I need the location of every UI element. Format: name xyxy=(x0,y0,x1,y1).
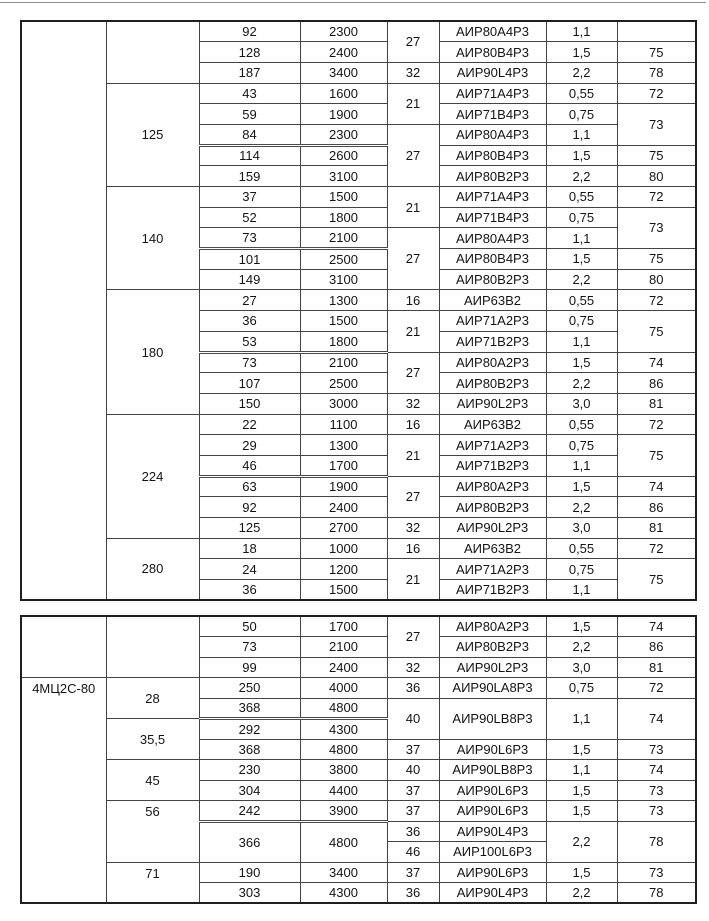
table-cell: АИР71В4Р3 xyxy=(439,104,546,125)
table-cell: 1500 xyxy=(300,187,387,208)
table-cell: АИР71А4Р3 xyxy=(439,187,546,208)
table-cell: АИР90L2Р3 xyxy=(439,393,546,414)
table-cell: 59 xyxy=(199,104,300,125)
table-cell: 72 xyxy=(617,290,696,311)
table-cell: 0,75 xyxy=(546,678,617,699)
table-cell: 190 xyxy=(199,862,300,883)
table-cell: 53 xyxy=(199,331,300,352)
table-cell: 1,1 xyxy=(546,455,617,476)
table-cell: 280 xyxy=(106,538,199,600)
table-cell: 1300 xyxy=(300,435,387,456)
table-cell: 1500 xyxy=(300,580,387,601)
table-cell: АИР90L6Р3 xyxy=(439,739,546,760)
table-row xyxy=(21,290,696,311)
table-cell: 27 xyxy=(199,290,300,311)
table-cell: 1,5 xyxy=(546,616,617,637)
table-cell: 0,75 xyxy=(546,104,617,125)
table-cell: 0,55 xyxy=(546,83,617,104)
table-cell: 1600 xyxy=(300,83,387,104)
table-cell: 46 xyxy=(199,455,300,476)
table-cell: 80 xyxy=(617,166,696,187)
empty-cell xyxy=(106,616,199,678)
table-cell: 2,2 xyxy=(546,497,617,518)
table-cell: 32 xyxy=(387,657,439,678)
table-cell: 3100 xyxy=(300,269,387,290)
table-cell: 1,1 xyxy=(546,698,617,739)
table-cell: АИР71А2Р3 xyxy=(439,435,546,456)
table-cell: 86 xyxy=(617,373,696,394)
table-cell: АИР90LB8Р3 xyxy=(439,760,546,781)
table-row xyxy=(21,187,696,208)
table-cell: 180 xyxy=(106,290,199,414)
table-cell: 74 xyxy=(617,352,696,373)
table-cell: 81 xyxy=(617,657,696,678)
table-cell: АИР90LB8Р3 xyxy=(439,698,546,739)
table-cell: АИР71А2Р3 xyxy=(439,311,546,332)
table-cell: 24 xyxy=(199,559,300,580)
table-cell: 4300 xyxy=(300,883,387,904)
table-cell: 72 xyxy=(617,538,696,559)
table-cell: 107 xyxy=(199,373,300,394)
table-cell: 21 xyxy=(387,311,439,352)
table-cell: 3400 xyxy=(300,862,387,883)
table-cell: 4800 xyxy=(300,821,387,862)
table-cell: 73 xyxy=(617,104,696,145)
table-row xyxy=(21,21,696,42)
table-cell: 27 xyxy=(387,616,439,657)
table-cell: 125 xyxy=(199,518,300,539)
table-cell: 45 xyxy=(106,760,199,801)
table-cell: 114 xyxy=(199,145,300,166)
table-cell: 1,1 xyxy=(546,580,617,601)
table-cell: 368 xyxy=(199,698,300,719)
table-cell: 1,5 xyxy=(546,739,617,760)
table-cell: 0,75 xyxy=(546,207,617,228)
table-cell: 1,1 xyxy=(546,21,617,42)
table-cell: 304 xyxy=(199,780,300,801)
table-cell: 36 xyxy=(387,883,439,904)
table-cell: 36 xyxy=(387,821,439,842)
table-cell: 4400 xyxy=(300,780,387,801)
table-cell: 3000 xyxy=(300,393,387,414)
table-cell: 1800 xyxy=(300,331,387,352)
table-cell: АИР71В2Р3 xyxy=(439,455,546,476)
table-cell: 187 xyxy=(199,62,300,83)
table-cell: 1100 xyxy=(300,414,387,435)
table-cell: 1,5 xyxy=(546,249,617,270)
table-cell: 73 xyxy=(617,862,696,883)
table-cell: 292 xyxy=(199,719,300,740)
table-cell: 2300 xyxy=(300,21,387,42)
table-cell: 125 xyxy=(106,83,199,186)
table-cell: АИР80В4Р3 xyxy=(439,145,546,166)
table-cell: 101 xyxy=(199,249,300,270)
table-cell: АИР63В2 xyxy=(439,290,546,311)
table-cell: 32 xyxy=(387,518,439,539)
table-cell: 2100 xyxy=(300,637,387,658)
table-cell: 1,1 xyxy=(546,760,617,781)
table-cell: 2,2 xyxy=(546,62,617,83)
table-cell: АИР90L6Р3 xyxy=(439,862,546,883)
table-cell: 150 xyxy=(199,393,300,414)
table-cell: АИР90L2Р3 xyxy=(439,657,546,678)
table-cell: 86 xyxy=(617,637,696,658)
table-cell: АИР80В2Р3 xyxy=(439,166,546,187)
table-cell: 21 xyxy=(387,83,439,124)
table-cell: 37 xyxy=(199,187,300,208)
table-cell: 2100 xyxy=(300,352,387,373)
table-cell: 2400 xyxy=(300,497,387,518)
table-cell: 29 xyxy=(199,435,300,456)
table-cell: 92 xyxy=(199,497,300,518)
table-cell: 1,5 xyxy=(546,42,617,63)
table-cell: 3100 xyxy=(300,166,387,187)
table-cell: 50 xyxy=(199,616,300,637)
table-cell: 2500 xyxy=(300,249,387,270)
table-cell: 75 xyxy=(617,145,696,166)
table-cell: 149 xyxy=(199,269,300,290)
table-cell: 16 xyxy=(387,414,439,435)
table-cell: АИР71А2Р3 xyxy=(439,559,546,580)
table-cell: 63 xyxy=(199,476,300,497)
table-cell: АИР71В2Р3 xyxy=(439,331,546,352)
table-cell: 56 xyxy=(106,801,199,863)
table-cell: 1,5 xyxy=(546,476,617,497)
table-cell: АИР80А4Р3 xyxy=(439,124,546,145)
table-cell: 4800 xyxy=(300,698,387,719)
table-cell: 0,55 xyxy=(546,414,617,435)
table-cell: 2,2 xyxy=(546,166,617,187)
table-cell: 16 xyxy=(387,538,439,559)
table-cell: 3800 xyxy=(300,760,387,781)
table-cell: АИР80А2Р3 xyxy=(439,476,546,497)
empty-cell xyxy=(21,616,106,678)
table-cell: АИР80А2Р3 xyxy=(439,616,546,637)
table-cell: АИР90LA8Р3 xyxy=(439,678,546,699)
table-cell: 1,5 xyxy=(546,145,617,166)
table-cell: 2300 xyxy=(300,124,387,145)
table-cell: АИР80А4Р3 xyxy=(439,228,546,249)
table-cell: 2400 xyxy=(300,657,387,678)
table-cell: 1,1 xyxy=(546,331,617,352)
table-cell: 4300 xyxy=(300,719,387,740)
table-row xyxy=(21,616,696,637)
table-cell: 75 xyxy=(617,559,696,600)
table-cell: АИР71В4Р3 xyxy=(439,207,546,228)
table-cell: 368 xyxy=(199,739,300,760)
table-cell: 73 xyxy=(199,228,300,249)
table-cell: АИР80А4Р3 xyxy=(439,21,546,42)
table-cell: 37 xyxy=(387,862,439,883)
table-cell: 74 xyxy=(617,616,696,637)
table-cell: 1900 xyxy=(300,476,387,497)
table-cell: 75 xyxy=(617,42,696,63)
table-cell: 2,2 xyxy=(546,883,617,904)
table-row xyxy=(21,678,696,699)
table-cell: 2100 xyxy=(300,228,387,249)
table-cell: 27 xyxy=(387,476,439,517)
table-cell: 75 xyxy=(617,311,696,352)
table-cell: 16 xyxy=(387,290,439,311)
table-cell: 46 xyxy=(387,842,439,863)
table-cell: 2,2 xyxy=(546,373,617,394)
table-cell: 81 xyxy=(617,393,696,414)
table-row xyxy=(21,83,696,104)
table-cell: 37 xyxy=(387,780,439,801)
table-cell: 21 xyxy=(387,187,439,228)
table-cell: 3,0 xyxy=(546,657,617,678)
table-cell: 27 xyxy=(387,352,439,393)
table-cell: 2,2 xyxy=(546,269,617,290)
table-cell: 159 xyxy=(199,166,300,187)
table-cell: АИР63В2 xyxy=(439,538,546,559)
table-cell: 22 xyxy=(199,414,300,435)
table-cell: АИР71А4Р3 xyxy=(439,83,546,104)
table-cell: АИР80А2Р3 xyxy=(439,352,546,373)
table-cell: АИР100L6Р3 xyxy=(439,842,546,863)
table-cell: 0,75 xyxy=(546,311,617,332)
table-cell: 40 xyxy=(387,760,439,781)
table-cell: 230 xyxy=(199,760,300,781)
table-cell: 75 xyxy=(617,435,696,476)
table-cell: 27 xyxy=(387,228,439,290)
table-cell: АИР71В2Р3 xyxy=(439,580,546,601)
table-cell: АИР90L4Р3 xyxy=(439,821,546,842)
table-cell: 74 xyxy=(617,698,696,739)
table-cell: 72 xyxy=(617,414,696,435)
table-cell: 128 xyxy=(199,42,300,63)
table-cell: 3900 xyxy=(300,801,387,822)
table-cell: 72 xyxy=(617,83,696,104)
table-cell: 43 xyxy=(199,83,300,104)
table-cell: 75 xyxy=(617,249,696,270)
table-cell: 366 xyxy=(199,821,300,862)
table-cell: 78 xyxy=(617,821,696,862)
table-cell: 78 xyxy=(617,62,696,83)
table-cell: АИР90L6Р3 xyxy=(439,780,546,801)
table-row xyxy=(21,801,696,822)
table-cell: 1,1 xyxy=(546,228,617,249)
empty-cell xyxy=(106,21,199,83)
table-cell: 224 xyxy=(106,414,199,538)
table-cell: 21 xyxy=(387,435,439,476)
table-cell: 74 xyxy=(617,476,696,497)
table-cell: 73 xyxy=(617,207,696,248)
table-row xyxy=(21,760,696,781)
table-cell: 21 xyxy=(387,559,439,600)
table-cell: 80 xyxy=(617,269,696,290)
page-edge-line xyxy=(0,2,706,3)
table-cell: 32 xyxy=(387,62,439,83)
table-cell: 3,0 xyxy=(546,518,617,539)
table-cell: 1,5 xyxy=(546,352,617,373)
table-cell: 1,5 xyxy=(546,801,617,822)
table-cell: 73 xyxy=(617,801,696,822)
table-cell: 1200 xyxy=(300,559,387,580)
table-cell: 37 xyxy=(387,801,439,822)
table-cell: 4МЦ2С-80 xyxy=(21,678,106,904)
table-cell: 0,55 xyxy=(546,538,617,559)
table-cell: 4000 xyxy=(300,678,387,699)
table-cell: 242 xyxy=(199,801,300,822)
table-cell: 73 xyxy=(617,739,696,760)
table-cell: 28 xyxy=(106,678,199,719)
table-cell: 3,0 xyxy=(546,393,617,414)
table-cell: АИР63В2 xyxy=(439,414,546,435)
table-cell: 72 xyxy=(617,678,696,699)
motor-spec-table-lower xyxy=(20,615,697,904)
table-cell: 36 xyxy=(199,311,300,332)
table-cell: 1900 xyxy=(300,104,387,125)
table-cell: 92 xyxy=(199,21,300,42)
table-cell: 78 xyxy=(617,883,696,904)
table-cell: 0,55 xyxy=(546,290,617,311)
table-cell: 303 xyxy=(199,883,300,904)
table-cell: 1000 xyxy=(300,538,387,559)
table-cell: 2700 xyxy=(300,518,387,539)
table-cell: 32 xyxy=(387,393,439,414)
table-cell: 1,1 xyxy=(546,124,617,145)
table-cell: 86 xyxy=(617,497,696,518)
table-cell: 1300 xyxy=(300,290,387,311)
empty-cell xyxy=(617,21,696,42)
table-cell: АИР80В4Р3 xyxy=(439,249,546,270)
table-cell: 1800 xyxy=(300,207,387,228)
table-row xyxy=(21,862,696,883)
table-cell: 52 xyxy=(199,207,300,228)
table-cell: 71 xyxy=(106,862,199,903)
table-cell: 27 xyxy=(387,21,439,62)
table-cell: АИР80В2Р3 xyxy=(439,373,546,394)
table-cell: 2600 xyxy=(300,145,387,166)
table-row xyxy=(21,414,696,435)
table-cell: 40 xyxy=(387,698,439,739)
motor-spec-table-upper xyxy=(20,20,697,601)
table-cell: 0,75 xyxy=(546,559,617,580)
table-cell: 2400 xyxy=(300,42,387,63)
table-cell: 73 xyxy=(199,352,300,373)
table-cell: 73 xyxy=(617,780,696,801)
table-cell: 1500 xyxy=(300,311,387,332)
table-row xyxy=(21,538,696,559)
table-cell: 2,2 xyxy=(546,637,617,658)
table-cell: 35,5 xyxy=(106,719,199,760)
empty-cell xyxy=(21,21,106,600)
table-cell: 1,5 xyxy=(546,780,617,801)
table-cell: АИР90L4Р3 xyxy=(439,883,546,904)
table-cell: АИР90L4Р3 xyxy=(439,62,546,83)
table-cell: 2500 xyxy=(300,373,387,394)
table-cell: 99 xyxy=(199,657,300,678)
table-cell: 27 xyxy=(387,124,439,186)
table-cell: АИР80В2Р3 xyxy=(439,269,546,290)
table-cell: 0,75 xyxy=(546,435,617,456)
table-cell: 84 xyxy=(199,124,300,145)
table-cell: 1700 xyxy=(300,455,387,476)
table-cell: 36 xyxy=(199,580,300,601)
table-cell: АИР80В4Р3 xyxy=(439,42,546,63)
table-cell: 3400 xyxy=(300,62,387,83)
table-cell: 74 xyxy=(617,760,696,781)
table-cell: 73 xyxy=(199,637,300,658)
table-cell: АИР80В2Р3 xyxy=(439,637,546,658)
table-cell: 1,5 xyxy=(546,862,617,883)
table-cell: АИР90L2Р3 xyxy=(439,518,546,539)
table-cell: 81 xyxy=(617,518,696,539)
table-cell: 2,2 xyxy=(546,821,617,862)
table-cell: 37 xyxy=(387,739,439,760)
table-cell: 4800 xyxy=(300,739,387,760)
table-cell: 18 xyxy=(199,538,300,559)
table-cell: 140 xyxy=(106,187,199,290)
table-cell: АИР80В2Р3 xyxy=(439,497,546,518)
table-cell: 1700 xyxy=(300,616,387,637)
table-cell: 250 xyxy=(199,678,300,699)
table-cell: 0,55 xyxy=(546,187,617,208)
table-cell: 36 xyxy=(387,678,439,699)
table-cell: АИР90L6Р3 xyxy=(439,801,546,822)
table-cell: 72 xyxy=(617,187,696,208)
